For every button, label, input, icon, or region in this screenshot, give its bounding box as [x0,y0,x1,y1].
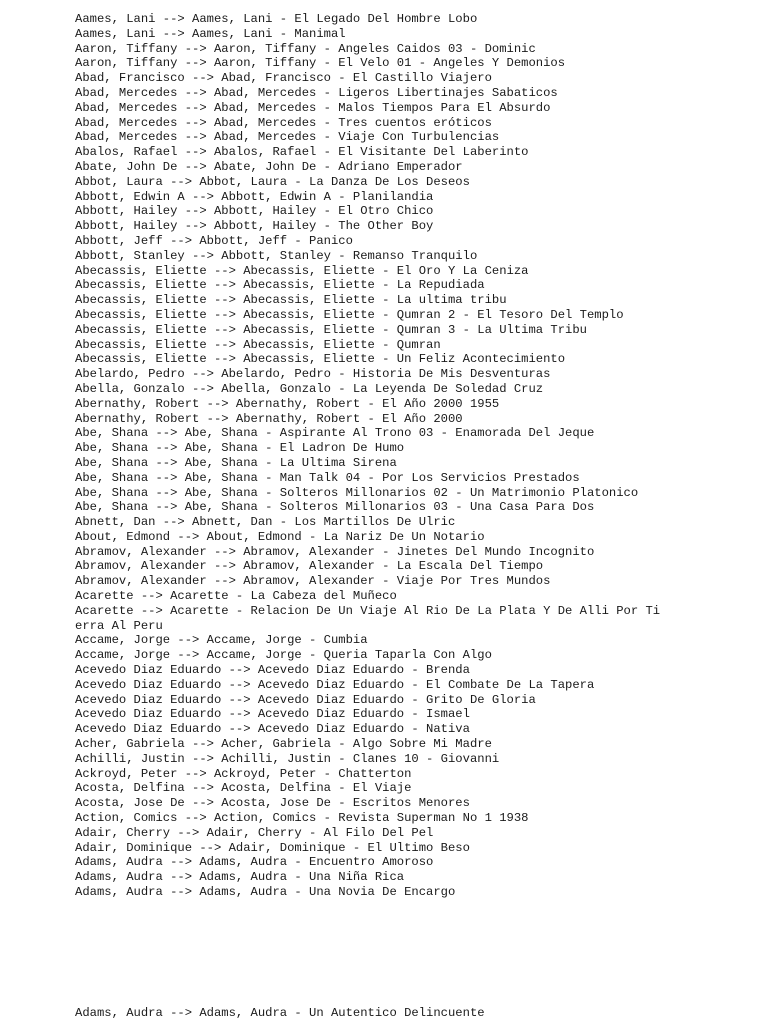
listing-line: Acosta, Delfina --> Acosta, Delfina - El Viaje [75,781,412,796]
listing-line: Acher, Gabriela --> Acher, Gabriela - Algo Sobre Mi Madre [75,737,492,752]
listing-line: Ackroyd, Peter --> Ackroyd, Peter - Chatterton [75,766,412,781]
listing-line: Abbott, Jeff --> Abbott, Jeff - Panico [75,233,353,248]
listing-line: Abad, Francisco --> Abad, Francisco - El Castillo Viajero [75,71,492,86]
listing-line: Abecassis, Eliette --> Abecassis, Eliette - Un Feliz Acontecimiento [75,352,566,367]
listing-line: Abernathy, Robert --> Abernathy, Robert - El Año 2000 [75,411,463,426]
file-listing [75,12,695,900]
listing-line: Abecassis, Eliette --> Abecassis, Eliette - La ultima tribu [75,293,507,308]
listing-line: Abbott, Stanley --> Abbott, Stanley - Remanso Tranquilo [75,248,478,263]
listing-line: Acevedo Diaz Eduardo --> Acevedo Diaz Eduardo - Grito De Gloria [75,692,536,707]
listing-line: Acosta, Jose De --> Acosta, Jose De - Escritos Menores [75,796,470,811]
listing-line: Acevedo Diaz Eduardo --> Acevedo Diaz Eduardo - Brenda [75,663,470,678]
listing-line: Abbott, Edwin A --> Abbott, Edwin A - Planilandia [75,189,434,204]
listing-line: Adams, Audra --> Adams, Audra - Encuentro Amoroso [75,855,434,870]
listing-line: Action, Comics --> Action, Comics - Revista Superman No 1 1938 [75,811,529,826]
listing-line: Abelardo, Pedro --> Abelardo, Pedro - Historia De Mis Desventuras [75,367,551,382]
listing-line: Abad, Mercedes --> Abad, Mercedes - Viaje Con Turbulencias [75,130,500,145]
bottom-line: Adams, Audra --> Adams, Audra - Un Autentico Delincuente [75,1006,485,1020]
listing-line: Adair, Dominique --> Adair, Dominique - El Ultimo Beso [75,840,470,855]
listing-line: Aaron, Tiffany --> Aaron, Tiffany - El Velo 01 - Angeles Y Demonios [75,56,566,71]
listing-line: Abramov, Alexander --> Abramov, Alexander - Jinetes Del Mundo Incognito [75,544,595,559]
listing-line: Acevedo Diaz Eduardo --> Acevedo Diaz Eduardo - Ismael [75,707,470,722]
listing-line: Acarette --> Acarette - Relacion De Un Viaje Al Rio De La Plata Y De Alli Por Ti [75,603,661,618]
listing-line: Adams, Audra --> Adams, Audra - Una Niña Rica [75,870,405,885]
listing-line: Abbot, Laura --> Abbot, Laura - La Danza De Los Deseos [75,174,470,189]
listing-line: Abecassis, Eliette --> Abecassis, Eliette - Qumran 3 - La Ultima Tribu [75,322,587,337]
listing-line: Achilli, Justin --> Achilli, Justin - Clanes 10 - Giovanni [75,751,500,766]
listing-line: Abecassis, Eliette --> Abecassis, Eliette - Qumran [75,337,441,352]
listing-line: About, Edmond --> About, Edmond - La Nariz De Un Notario [75,529,485,544]
listing-line: Abad, Mercedes --> Abad, Mercedes - Tres cuentos eróticos [75,115,492,130]
listing-line: Aames, Lani --> Aames, Lani - Manimal [75,26,346,41]
listing-line: Abate, John De --> Abate, John De - Adriano Emperador [75,159,463,174]
listing-line: Abe, Shana --> Abe, Shana - Aspirante Al Trono 03 - Enamorada Del Jeque [75,426,595,441]
listing-line: Acevedo Diaz Eduardo --> Acevedo Diaz Eduardo - Nativa [75,722,470,737]
listing-line: Abecassis, Eliette --> Abecassis, Eliette - El Oro Y La Ceniza [75,263,529,278]
listing-line: Aaron, Tiffany --> Aaron, Tiffany - Angeles Caidos 03 - Dominic [75,41,536,56]
listing-line: Abe, Shana --> Abe, Shana - Solteros Millonarios 02 - Un Matrimonio Platonico [75,485,639,500]
listing-line: Abad, Mercedes --> Abad, Mercedes - Malos Tiempos Para El Absurdo [75,100,551,115]
listing-line: Abecassis, Eliette --> Abecassis, Eliette - La Repudiada [75,278,485,293]
listing-line: Abramov, Alexander --> Abramov, Alexander - Viaje Por Tres Mundos [75,574,551,589]
listing-line: Abalos, Rafael --> Abalos, Rafael - El Visitante Del Laberinto [75,145,529,160]
listing-line: Adams, Audra --> Adams, Audra - Una Novia De Encargo [75,885,456,900]
listing-line: Abbott, Hailey --> Abbott, Hailey - The Other Boy [75,219,434,234]
listing-line: Abe, Shana --> Abe, Shana - Solteros Millonarios 03 - Una Casa Para Dos [75,500,595,515]
listing-line: Abnett, Dan --> Abnett, Dan - Los Martillos De Ulric [75,515,456,530]
listing-line: Aames, Lani --> Aames, Lani - El Legado Del Hombre Lobo [75,12,478,26]
listing-line: Abad, Mercedes --> Abad, Mercedes - Ligeros Libertinajes Sabaticos [75,85,558,100]
listing-line: Accame, Jorge --> Accame, Jorge - Queria Taparla Con Algo [75,648,492,663]
listing-line: Adair, Cherry --> Adair, Cherry - Al Filo Del Pel [75,825,434,840]
listing-line: Abernathy, Robert --> Abernathy, Robert - El Año 2000 1955 [75,396,500,411]
listing-line: Abbott, Hailey --> Abbott, Hailey - El Otro Chico [75,204,434,219]
listing-line: Abe, Shana --> Abe, Shana - Man Talk 04 - Por Los Servicios Prestados [75,470,580,485]
listing-line: Abe, Shana --> Abe, Shana - La Ultima Sirena [75,455,397,470]
listing-line: Abe, Shana --> Abe, Shana - El Ladron De Humo [75,441,405,456]
listing-line: Abramov, Alexander --> Abramov, Alexander - La Escala Del Tiempo [75,559,544,574]
listing-line: erra Al Peru [75,618,163,633]
listing-line: Acarette --> Acarette - La Cabeza del Muñeco [75,589,397,604]
listing-line: Accame, Jorge --> Accame, Jorge - Cumbia [75,633,368,648]
listing-line: Abella, Gonzalo --> Abella, Gonzalo - La Leyenda De Soledad Cruz [75,381,544,396]
listing-line: Abecassis, Eliette --> Abecassis, Eliette - Qumran 2 - El Tesoro Del Templo [75,307,624,322]
listing-line: Acevedo Diaz Eduardo --> Acevedo Diaz Eduardo - El Combate De La Tapera [75,677,595,692]
